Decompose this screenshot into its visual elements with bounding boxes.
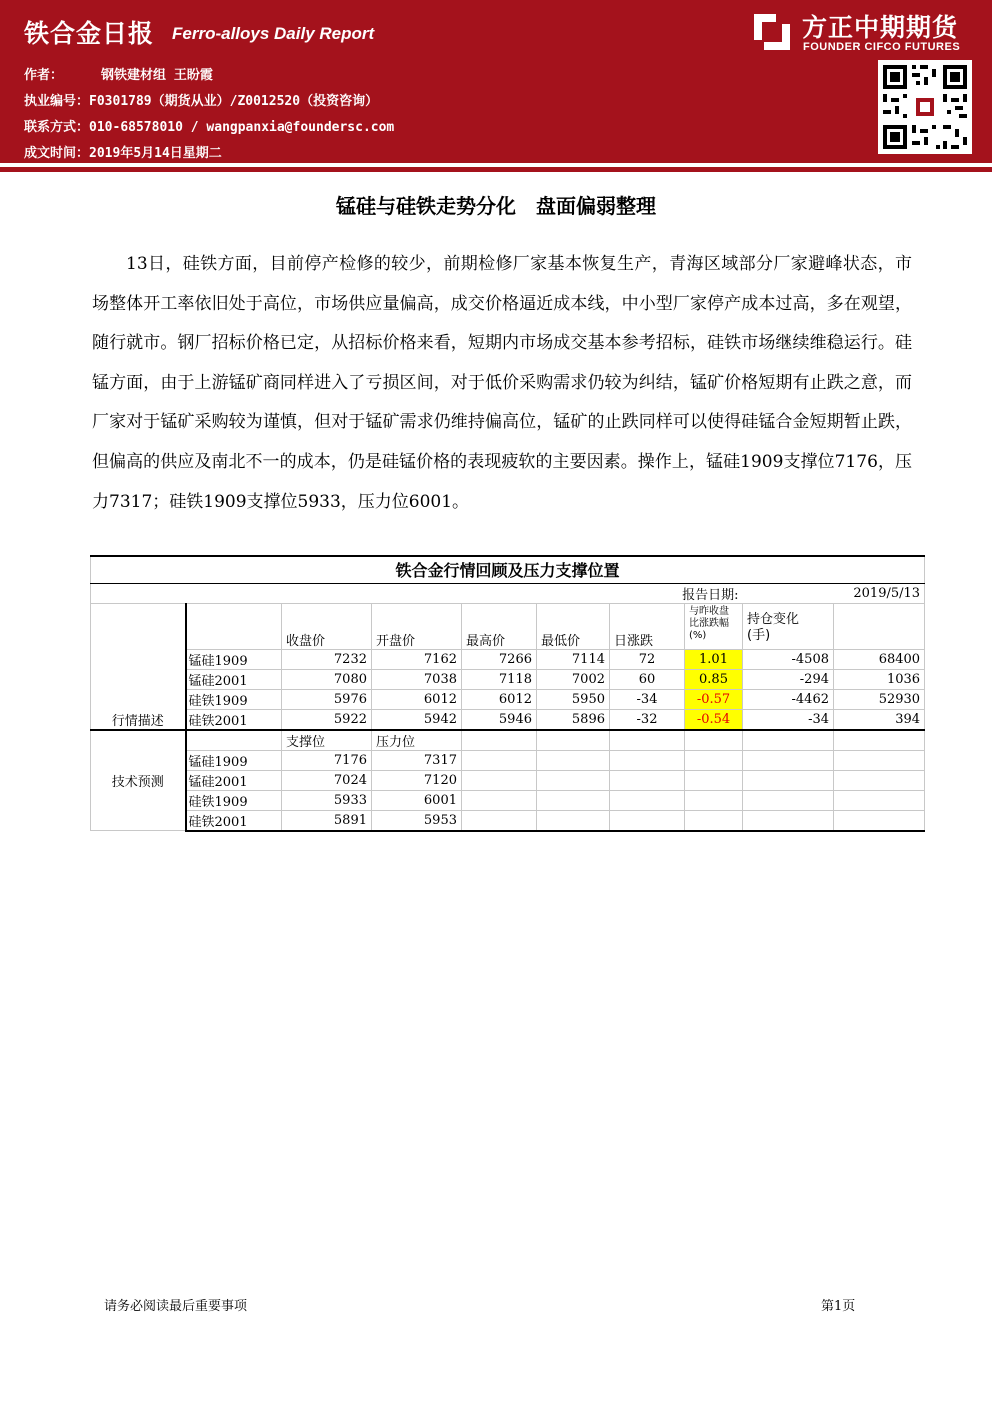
close-price: 5922 xyxy=(282,709,372,730)
tech-header-row xyxy=(91,730,925,751)
empty-cell xyxy=(537,730,610,751)
contract-name: 锰硅2001 xyxy=(186,669,282,689)
empty-cell xyxy=(685,790,743,810)
empty-cell xyxy=(537,750,610,770)
table-row xyxy=(91,810,925,831)
table-row xyxy=(91,750,925,770)
resistance-level: 7120 xyxy=(372,770,462,790)
date-label: 成文时间： xyxy=(24,146,90,161)
contact-value: 010-68578010 / wangpanxia@foundersc.com xyxy=(89,120,395,135)
empty-cell xyxy=(834,750,925,770)
empty-cell xyxy=(685,770,743,790)
empty-cell xyxy=(834,770,925,790)
report-title: 铁合金日报 xyxy=(24,19,155,48)
empty-cell xyxy=(537,790,610,810)
high-price: 7266 xyxy=(462,649,537,669)
header-low: 最低价 xyxy=(537,603,610,649)
license-value: F0301789（期货从业）/Z0012520（投资咨询） xyxy=(89,94,379,109)
daily-change: 60 xyxy=(610,669,685,689)
daily-change: -32 xyxy=(610,709,685,730)
header-change-pct xyxy=(685,603,743,649)
resistance-level: 6001 xyxy=(372,790,462,810)
change-pct: 1.01 xyxy=(685,649,743,669)
empty-cell xyxy=(834,730,925,751)
license-line xyxy=(24,90,378,109)
open-interest: 68400 xyxy=(834,649,925,669)
logo-chinese-name: 方正中期期货 xyxy=(802,13,959,42)
change-pct: -0.54 xyxy=(685,709,743,730)
close-price: 5976 xyxy=(282,689,372,709)
page-number: 第1页 xyxy=(821,1299,856,1314)
report-date-label: 报告日期: xyxy=(91,583,743,603)
change-pct: -0.57 xyxy=(685,689,743,709)
header-open: 开盘价 xyxy=(372,603,462,649)
open-price: 7162 xyxy=(372,649,462,669)
support-level: 5933 xyxy=(282,790,372,810)
header-support: 支撑位 xyxy=(282,730,372,751)
oi-change: -4462 xyxy=(743,689,834,709)
report-header xyxy=(0,0,992,163)
market-summary-table xyxy=(90,555,925,832)
empty-cell xyxy=(685,810,743,831)
support-level: 5891 xyxy=(282,810,372,831)
date-value: 2019年5月14日星期二 xyxy=(89,146,222,161)
empty-cell xyxy=(610,730,685,751)
author-value: 钢铁建材组 王盼霞 xyxy=(101,68,213,83)
empty-cell xyxy=(462,810,537,831)
table-row xyxy=(91,669,925,689)
founder-logo-icon xyxy=(752,12,792,52)
resistance-level: 5953 xyxy=(372,810,462,831)
author-label: 作者： xyxy=(24,68,64,83)
open-price: 5942 xyxy=(372,709,462,730)
empty-cell xyxy=(743,770,834,790)
header-resistance: 压力位 xyxy=(372,730,462,751)
license-label: 执业编号： xyxy=(24,94,90,109)
contract-name: 硅铁2001 xyxy=(186,810,282,831)
header-change-pct-line1: 与昨收盘 xyxy=(689,605,729,617)
article-paragraph: 13日，硅铁方面，目前停产检修的较少，前期检修厂家基本恢复生产，青海区域部分厂家避峰状态，市场整体开工率依旧处于高位，市场供应量偏高，成交价格逼近成本线，中小型厂家停产成本过高，多在观望，随行就市。钢厂招标价格已定，从招标价格来看，短期内市场成交基本参考招标，硅铁市场继续维稳运行。硅锰方面，由于上游锰矿商同样进入了亏损区间，对于低价采购需求仍较为纠结，锰矿价格短期有止跌之意，而厂家对于锰矿采购较为谨慎，但对于锰矿需求仍维持偏高位，锰矿的止跌同样可以使得硅锰合金短期暂止跌，但偏高的供应及南北不一的成本，仍是硅锰价格的表现疲软的主要因素。操作上，锰硅1909支撑位7176，压力7317；硅铁1909支撑位5933，压力位6001。 xyxy=(92,254,912,512)
empty-cell xyxy=(462,790,537,810)
contact-label: 联系方式： xyxy=(24,120,90,135)
table-row xyxy=(91,649,925,669)
contract-name: 硅铁1909 xyxy=(186,689,282,709)
header-change-pct-line3: (%) xyxy=(689,629,707,641)
contract-name: 锰硅1909 xyxy=(186,750,282,770)
high-price: 6012 xyxy=(462,689,537,709)
resistance-level: 7317 xyxy=(372,750,462,770)
oi-change: -34 xyxy=(743,709,834,730)
high-price: 7118 xyxy=(462,669,537,689)
header-divider xyxy=(0,167,992,172)
section-market-label: 行情描述 xyxy=(91,603,186,730)
header-oi-change-line1: 持仓变化 xyxy=(747,611,800,627)
low-price: 7002 xyxy=(537,669,610,689)
open-interest: 394 xyxy=(834,709,925,730)
contract-name: 锰硅1909 xyxy=(186,649,282,669)
table-title-row xyxy=(91,556,925,583)
empty-cell xyxy=(610,750,685,770)
table-title: 铁合金行情回顾及压力支撑位置 xyxy=(91,556,925,583)
empty-cell xyxy=(743,810,834,831)
open-interest: 1036 xyxy=(834,669,925,689)
company-logo xyxy=(752,8,978,56)
header-empty xyxy=(186,603,282,649)
header-oi-change-line2: (手) xyxy=(747,627,771,643)
open-price: 7038 xyxy=(372,669,462,689)
empty-cell xyxy=(537,810,610,831)
empty-cell xyxy=(462,750,537,770)
table-header-row xyxy=(91,603,925,649)
date-line xyxy=(24,142,222,161)
contract-name: 锰硅2001 xyxy=(186,770,282,790)
daily-change: -34 xyxy=(610,689,685,709)
header-empty xyxy=(186,730,282,751)
low-price: 7114 xyxy=(537,649,610,669)
empty-cell xyxy=(610,790,685,810)
table-row xyxy=(91,689,925,709)
support-level: 7176 xyxy=(282,750,372,770)
header-close: 收盘价 xyxy=(282,603,372,649)
header-daily-change: 日涨跌 xyxy=(610,603,685,649)
empty-cell xyxy=(462,770,537,790)
empty-cell xyxy=(462,730,537,751)
contract-name: 硅铁1909 xyxy=(186,790,282,810)
empty-cell xyxy=(685,750,743,770)
open-interest: 52930 xyxy=(834,689,925,709)
report-subtitle: Ferro-alloys Daily Report xyxy=(172,24,375,43)
table-row xyxy=(91,790,925,810)
contact-line xyxy=(24,116,394,135)
table-row xyxy=(91,709,925,730)
empty-cell xyxy=(610,810,685,831)
logo-english-name: FOUNDER CIFCO FUTURES xyxy=(803,41,961,53)
empty-cell xyxy=(685,730,743,751)
support-level: 7024 xyxy=(282,770,372,790)
header-change-pct-line2: 比涨跌幅 xyxy=(689,617,729,629)
header-oi-change xyxy=(743,603,834,649)
section-tech-label: 技术预测 xyxy=(91,730,186,831)
report-date-value: 2019/5/13 xyxy=(743,583,925,603)
table-date-row xyxy=(91,583,925,603)
empty-cell xyxy=(834,790,925,810)
daily-change: 72 xyxy=(610,649,685,669)
header-open-interest xyxy=(834,603,925,649)
change-pct: 0.85 xyxy=(685,669,743,689)
table-row xyxy=(91,770,925,790)
qr-code-icon xyxy=(878,60,972,154)
close-price: 7232 xyxy=(282,649,372,669)
low-price: 5896 xyxy=(537,709,610,730)
author-line xyxy=(24,64,213,83)
empty-cell xyxy=(743,790,834,810)
oi-change: -294 xyxy=(743,669,834,689)
header-high: 最高价 xyxy=(462,603,537,649)
empty-cell xyxy=(743,750,834,770)
article-headline: 锰硅与硅铁走势分化 盘面偏弱整理 xyxy=(336,194,656,218)
empty-cell xyxy=(743,730,834,751)
high-price: 5946 xyxy=(462,709,537,730)
low-price: 5950 xyxy=(537,689,610,709)
contract-name: 硅铁2001 xyxy=(186,709,282,730)
empty-cell xyxy=(834,810,925,831)
empty-cell xyxy=(610,770,685,790)
empty-cell xyxy=(537,770,610,790)
oi-change: -4508 xyxy=(743,649,834,669)
open-price: 6012 xyxy=(372,689,462,709)
close-price: 7080 xyxy=(282,669,372,689)
footer-notice: 请务必阅读最后重要事项 xyxy=(104,1299,248,1314)
